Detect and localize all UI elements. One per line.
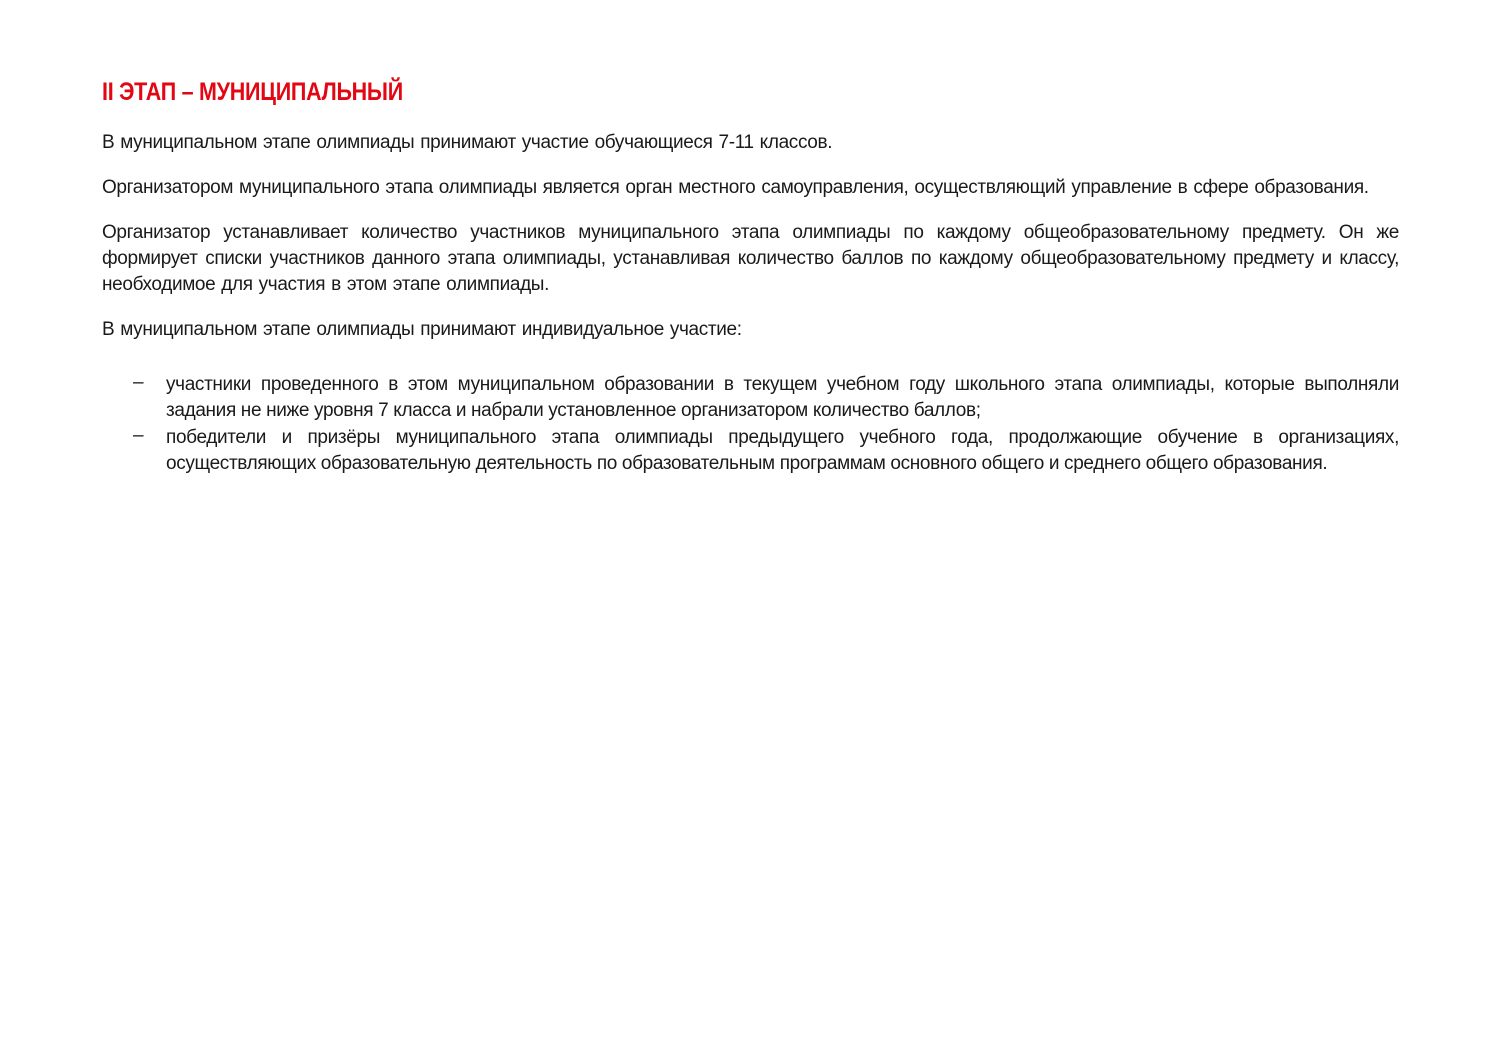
section-heading: II ЭТАП – МУНИЦИПАЛЬНЫЙ [102,78,403,106]
participants-list [102,372,1399,477]
paragraph-organizer: Организатором муниципального этапа олимпиады является орган местного самоуправления, осуществляющий управление в сфере образования. [102,177,1369,198]
dash-bullet-icon: – [133,372,144,393]
dash-bullet-icon: – [133,425,144,446]
paragraph-organizer-duties: Организатор устанавливает количество участников муниципального этапа олимпиады по каждому общеобразовательному предмету. Он же формирует списки участников данного этапа олимпиады, устанавливая количество баллов по каждому общеобразовательному предмету и классу, необходимое для участия в этом этапе олимпиады. [102,222,1399,295]
list-item [102,425,1399,477]
document-page [102,76,1399,478]
list-item-text: участники проведенного в этом муниципальном образовании в текущем учебном году школьного этапа олимпиады, которые выполняли задания не ниже уровня 7 класса и набрали установленное организатором количество баллов; [166,374,1399,421]
list-item-text: победители и призёры муниципального этапа олимпиады предыдущего учебного года, продолжающие обучение в организациях, осуществляющих образовательную деятельность по образовательным программам основного общего и среднего общего образования. [166,427,1399,474]
paragraph-participants: В муниципальном этапе олимпиады принимают участие обучающиеся 7-11 классов. [102,132,833,153]
paragraph-individual-participation: В муниципальном этапе олимпиады принимают индивидуальное участие: [102,319,742,340]
list-item [102,372,1399,424]
